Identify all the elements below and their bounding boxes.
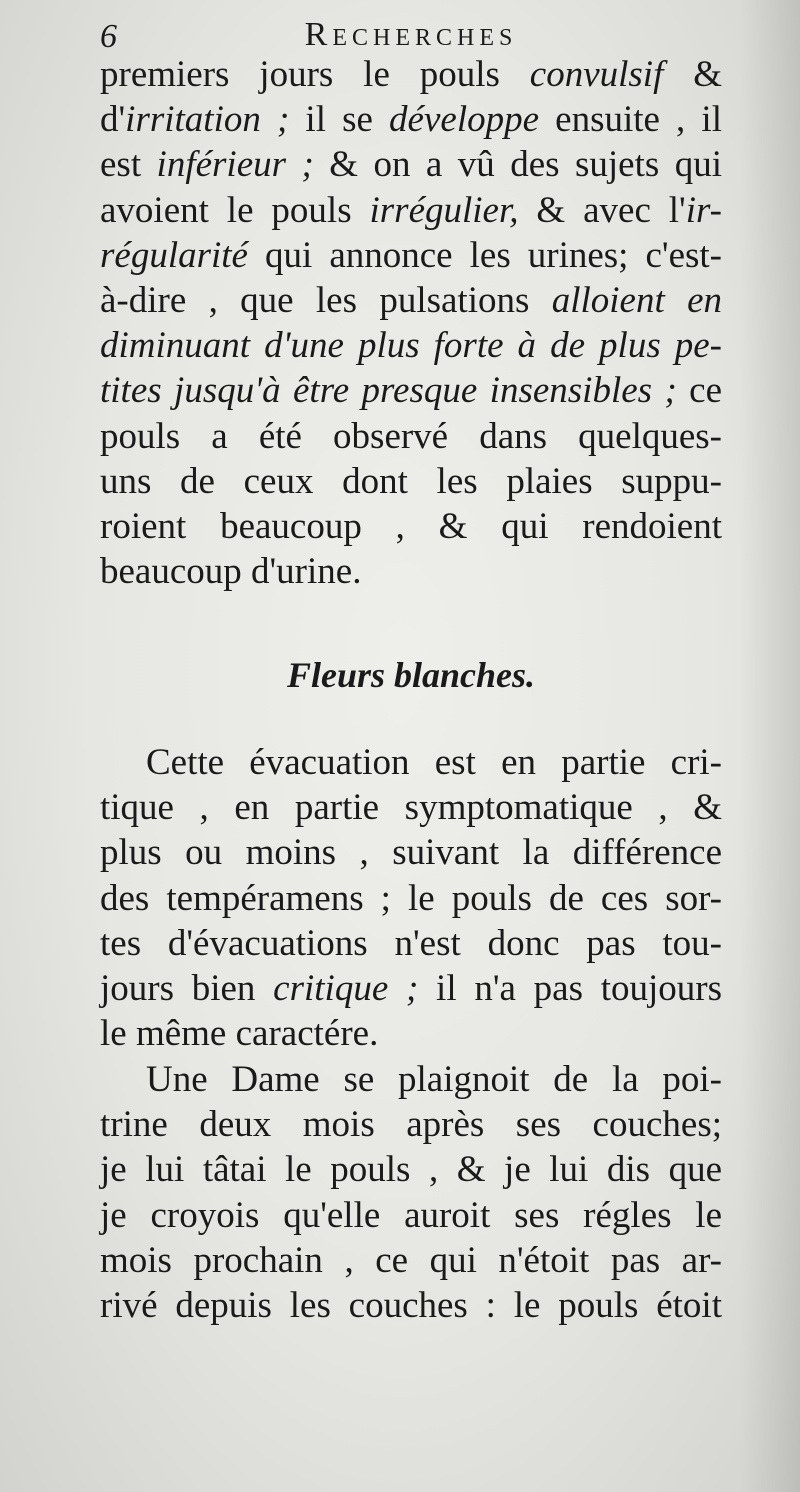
text-run: & on a vû des sujets qui — [313, 144, 722, 186]
text-run: beaucoup d'urine. — [100, 551, 362, 593]
text-run: tique , en partie symptomatique , & — [100, 787, 722, 829]
italic-run: alloient en — [551, 280, 722, 321]
text-run: plus ou moins , suivant la différence — [100, 832, 722, 874]
text-line — [100, 785, 722, 831]
text-line — [100, 1238, 722, 1284]
text-line — [100, 966, 722, 1012]
text-run: à-dire , que les pulsations — [100, 280, 552, 321]
text-run: & — [663, 54, 722, 95]
text-line — [100, 278, 722, 324]
text-line — [100, 740, 722, 786]
text-run: je croyois qu'elle auroit ses régles le — [100, 1194, 722, 1236]
italic-run: ir- — [685, 189, 722, 231]
text-run: Une Dame se plaignoit de la poi- — [146, 1059, 722, 1100]
text-line — [100, 1057, 722, 1103]
text-run: trine deux mois après ses couches; — [100, 1104, 722, 1146]
text-run: je lui tâtai le pouls , & je lui dis que — [100, 1149, 722, 1191]
section-heading: Fleurs blanches. — [286, 655, 536, 695]
text-run: tes d'évacuations n'est donc pas tou- — [100, 922, 722, 964]
text-run: pouls a été observé dans quelques- — [100, 415, 722, 457]
italic-run: diminuant d'une plus forte à de plus pe- — [100, 325, 722, 367]
italic-run: critique ; — [273, 968, 419, 1009]
text-line — [100, 188, 722, 234]
text-line — [100, 830, 722, 876]
italic-run: irritation ; — [125, 99, 290, 141]
text-run: des tempéramens ; le pouls de ces sor- — [100, 877, 722, 919]
text-run: avoient le pouls — [100, 189, 370, 231]
text-line — [100, 368, 722, 414]
text-line — [100, 876, 722, 922]
text-run: ensuite , il — [539, 99, 722, 141]
text-run: il n'a pas toujours — [418, 968, 722, 1009]
text-line — [100, 1011, 722, 1057]
text-line — [100, 233, 722, 279]
text-run: rivé depuis les couches : le pouls étoit — [100, 1285, 722, 1326]
text-run: & avec l' — [518, 189, 686, 231]
page-number: 6 — [100, 18, 117, 55]
text-run: mois prochain , ce qui n'étoit pas ar- — [100, 1239, 722, 1281]
text-run: Cette évacuation est en partie cri- — [146, 742, 722, 783]
text-line — [100, 1102, 722, 1148]
italic-run: tites jusqu'à être presque insensibles ; — [100, 370, 677, 412]
text-run: jours bien — [100, 968, 274, 1009]
text-run: est — [100, 144, 157, 186]
text-line — [100, 921, 722, 967]
text-line — [100, 142, 722, 188]
text-run: ce — [676, 370, 722, 412]
text-line — [100, 1193, 722, 1239]
italic-run: développe — [389, 99, 540, 141]
text-run: uns de ceux dont les plaies suppu- — [100, 460, 722, 502]
text-run: le même caractére. — [100, 1013, 379, 1055]
text-line — [100, 1147, 722, 1193]
running-head: Recherches — [304, 16, 518, 53]
text-line — [100, 504, 722, 550]
text-line — [100, 549, 722, 595]
italic-run: régularité — [100, 234, 248, 276]
italic-run: inférieur ; — [156, 144, 314, 186]
italic-run: convulsif — [529, 54, 664, 95]
text-run: d' — [100, 99, 126, 141]
italic-run: irrégulier, — [369, 189, 519, 231]
text-line — [100, 97, 722, 143]
text-line — [100, 1283, 722, 1329]
text-line — [100, 323, 722, 369]
text-run: premiers jours le pouls — [100, 54, 530, 95]
text-line — [100, 414, 722, 460]
text-line — [100, 459, 722, 505]
text-run: il se — [289, 99, 390, 141]
text-run: roient beaucoup , & qui rendoient — [100, 506, 722, 547]
text-run: qui annonce les urines; c'est- — [247, 234, 722, 276]
text-line — [100, 52, 722, 98]
